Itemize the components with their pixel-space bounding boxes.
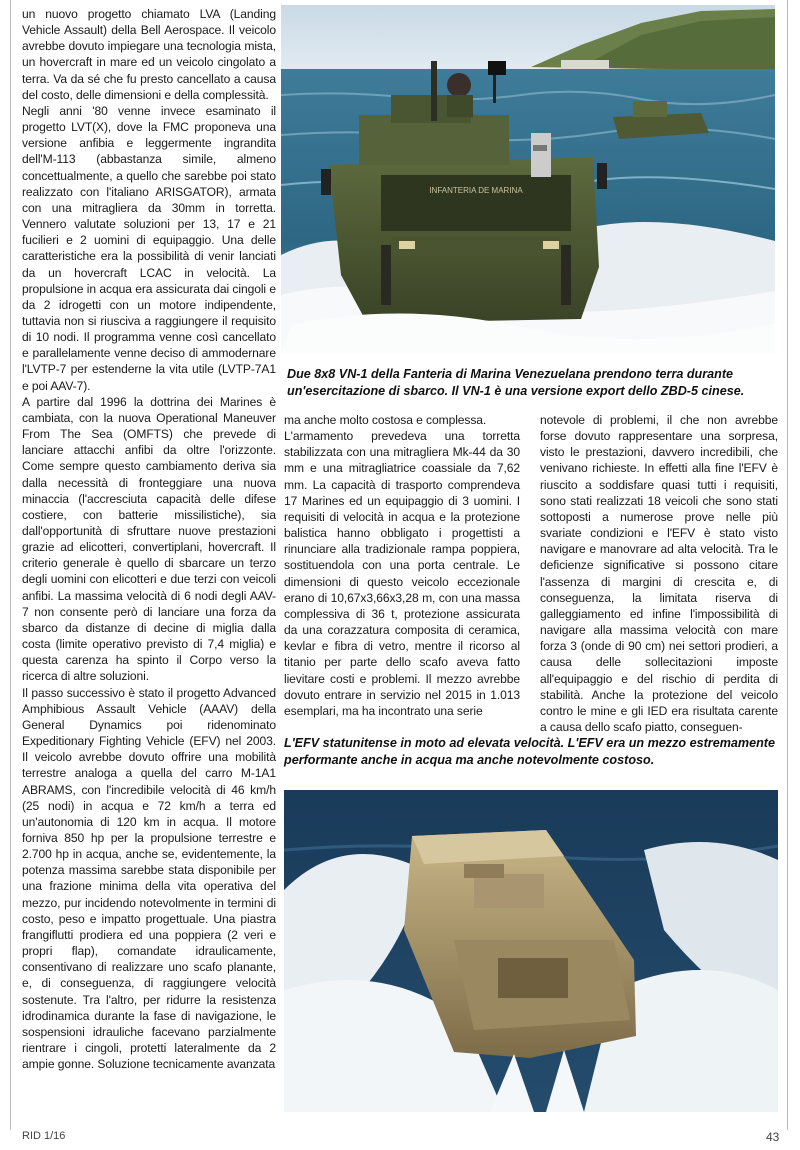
paragraph: Il passo successivo è stato il progetto Advanced Amphibious Assault Vehicle (AAAV) della General Dynamics poi ridenominato Expeditionary Fighting Vehicle (EFV) nel 2003. Il veicolo avrebbe dovuto offrire una mobilità terrestre analoga a quella del carro M-1A1 ABRAMS, con l'incredibile velocità di 46 km/h (25 nodi) in acqua e 72 km/h a terra ed un'autonomia di 120 km in acqua. Il motore forniva 850 hp per la propulsione terrestre e 2.700 hp in acqua, anche se, evidentemente, la potenza massima sarebbe stata disponibile per una frazione minima della vita operativa del mezzo, pur incidendo notevolmente in termini di costo, peso e impatto progettuale. Una piastra frangiflutti prodiera ed una poppiera (2 veri e propri flap), comandate idraulicamente, consentivano di realizzare uno scafo planante, e, di conseguenza, di raggiungere velocità sostenute. Tra l'altro, per ridurre la resistenza idrodinamica durante la fase di navigazione, le sospensioni idrauliche facevano parzialmente rientrare i cingoli, protetti lateralmente da 2 ampie gonne. Soluzione tecnicamente avanzata [22,685,276,1072]
paragraph: Negli anni '80 venne invece esaminato il progetto LVT(X), dove la FMC proponeva una versione anfibia e leggermente ingrandita dell'M-113 (abbastanza simile, almeno concettualmente, a quello che sarebbe poi stato realizzato con l'italiano ARISGATOR), armata con una mitragliera da 30mm in torretta. Vennero valutate soluzioni per 13, 17 e 21 fucilieri e 2 uomini di equipaggio. Una delle caratteristiche era la possibilità di venir lanciati da un hovercraft LCAC in velocità. La propulsione in acqua era assicurata dai cingoli e da 2 idrogetti con un motore indipendente, tuttavia non si riusciva a raggiungere il requisito di 10 nodi. Il programma venne così cancellato e parallelamente venne deciso di ammodernare l'LVTP-7 per estenderne la vita utile (LVTP-7A1 e poi AAV-7). [22,103,276,393]
article-column-1 [22,6,276,1072]
vn1-landing-photo [281,5,775,353]
right-page-rule [787,0,788,1130]
footer-page-number: 43 [766,1130,780,1144]
paragraph: un nuovo progetto chiamato LVA (Landing Vehicle Assault) della Bell Aerospace. Il veicolo avrebbe dovuto impiegare una tecnologia mista, un hovercraft in mare ed un veicolo cingolato a terra. Va da sé che fu presto cancellato a causa del costo, delle dimensioni e della complessità. [22,7,276,102]
left-page-rule [10,0,11,1130]
footer-magazine-issue: RID 1/16 [22,1130,66,1142]
photo-caption-1: Due 8x8 VN-1 della Fanteria di Marina Venezuelana prendono terra durante un'esercitazione di sbarco. Il VN-1 è una versione export dello ZBD-5 cinese. [287,367,745,398]
efv-at-speed-photo [284,790,778,1112]
article-column-2 [284,412,520,719]
hull-marking-text: INFANTERIA DE MARINA [429,186,523,195]
paragraph: L'armamento prevedeva una torretta stabilizzata con una mitragliera Mk-44 da 30 mm e una mitragliatrice coassiale da 7,62 mm. La capacità di trasporto comprendeva 17 Marines ed un equipaggio di 3 uomini. I requisiti di velocità in acqua e la protezione balistica hanno obbligato i progettisti a rinunciare alla tradizionale rampa poppiera, sostituendola con una porta centrale. Le dimensioni di questo veicolo eccezionale erano di 10,67x3,66x3,28 m, con una massa complessiva di 36 t, protezione assicurata da una corazzatura composita di ceramica, kevlar e fibra di vetro, mentre il ricorso al titanio per parte dello scafo aveva fatto lievitare costi e problemi. Il mezzo avrebbe dovuto entrare in servizio nel 2015 in 1.013 esemplari, ma ha incontrato una serie [284,429,520,718]
paragraph: A partire dal 1996 la dottrina dei Marines è cambiata, con la nuova Operational Maneuver From The Sea (OMFTS) che prevede di lanciare attacchi anfibi da oltre l'orizzonte. Come sempre questo cambiamento deriva sia dalla necessità di fronteggiare una nuova minaccia (l'accresciuta capacità delle difese costiere, con batterie missilistiche), sia dall'opportunità di sfruttare nuove prestazioni grazie ad elicotteri, convertiplani, hovercraft. Il criterio generale è quello di sbarcare un terzo degli uomini con elicotteri e due terzi con veicoli anfibi. La massima velocità di 6 nodi degli AAV-7 non consente però di lanciare una forza da sbarco da distanze di decine di miglia dalla costa (limite operativo previsto di 7,4 miglia) e questa carenza ha spinto il Corpo verso la ricerca di altre soluzioni. [22,394,276,684]
paragraph: notevole di problemi, il che non avrebbe forse dovuto rappresentare una sorpresa, visto le prestazioni, davvero incredibili, che venivano richieste. In effetti alla fine l'EFV è riuscito a soddisfare quasi tutti i requisiti, sono stati realizzati 18 veicoli che sono stati sottoposti a numerose prove nelle più svariate condizioni e l'EFV è stato visto navigare e manovrare ad alta velocità. Tra le deficienze significative si possono citare l'assenza di margini di crescita e, di conseguenza, la limitata riserva di galleggiamento ed infine l'impossibilità di navigare alla massima velocità con mare forza 3 (onde di 90 cm) nei settori prodieri, a causa delle sollecitazioni imposte all'equipaggio e del rischio di perdita di stabilità. Anche la protezione del veicolo contro le mine e gli IED era risultata carente a causa dello scafo piatto, conseguen- [540,413,778,734]
photo-caption-2: L'EFV statunitense in moto ad elevata velocità. L'EFV era un mezzo estremamente performante anche in acqua ma anche notevolmente costoso. [284,736,775,767]
article-column-3 [540,412,778,735]
paragraph: ma anche molto costosa e complessa. [284,413,487,427]
